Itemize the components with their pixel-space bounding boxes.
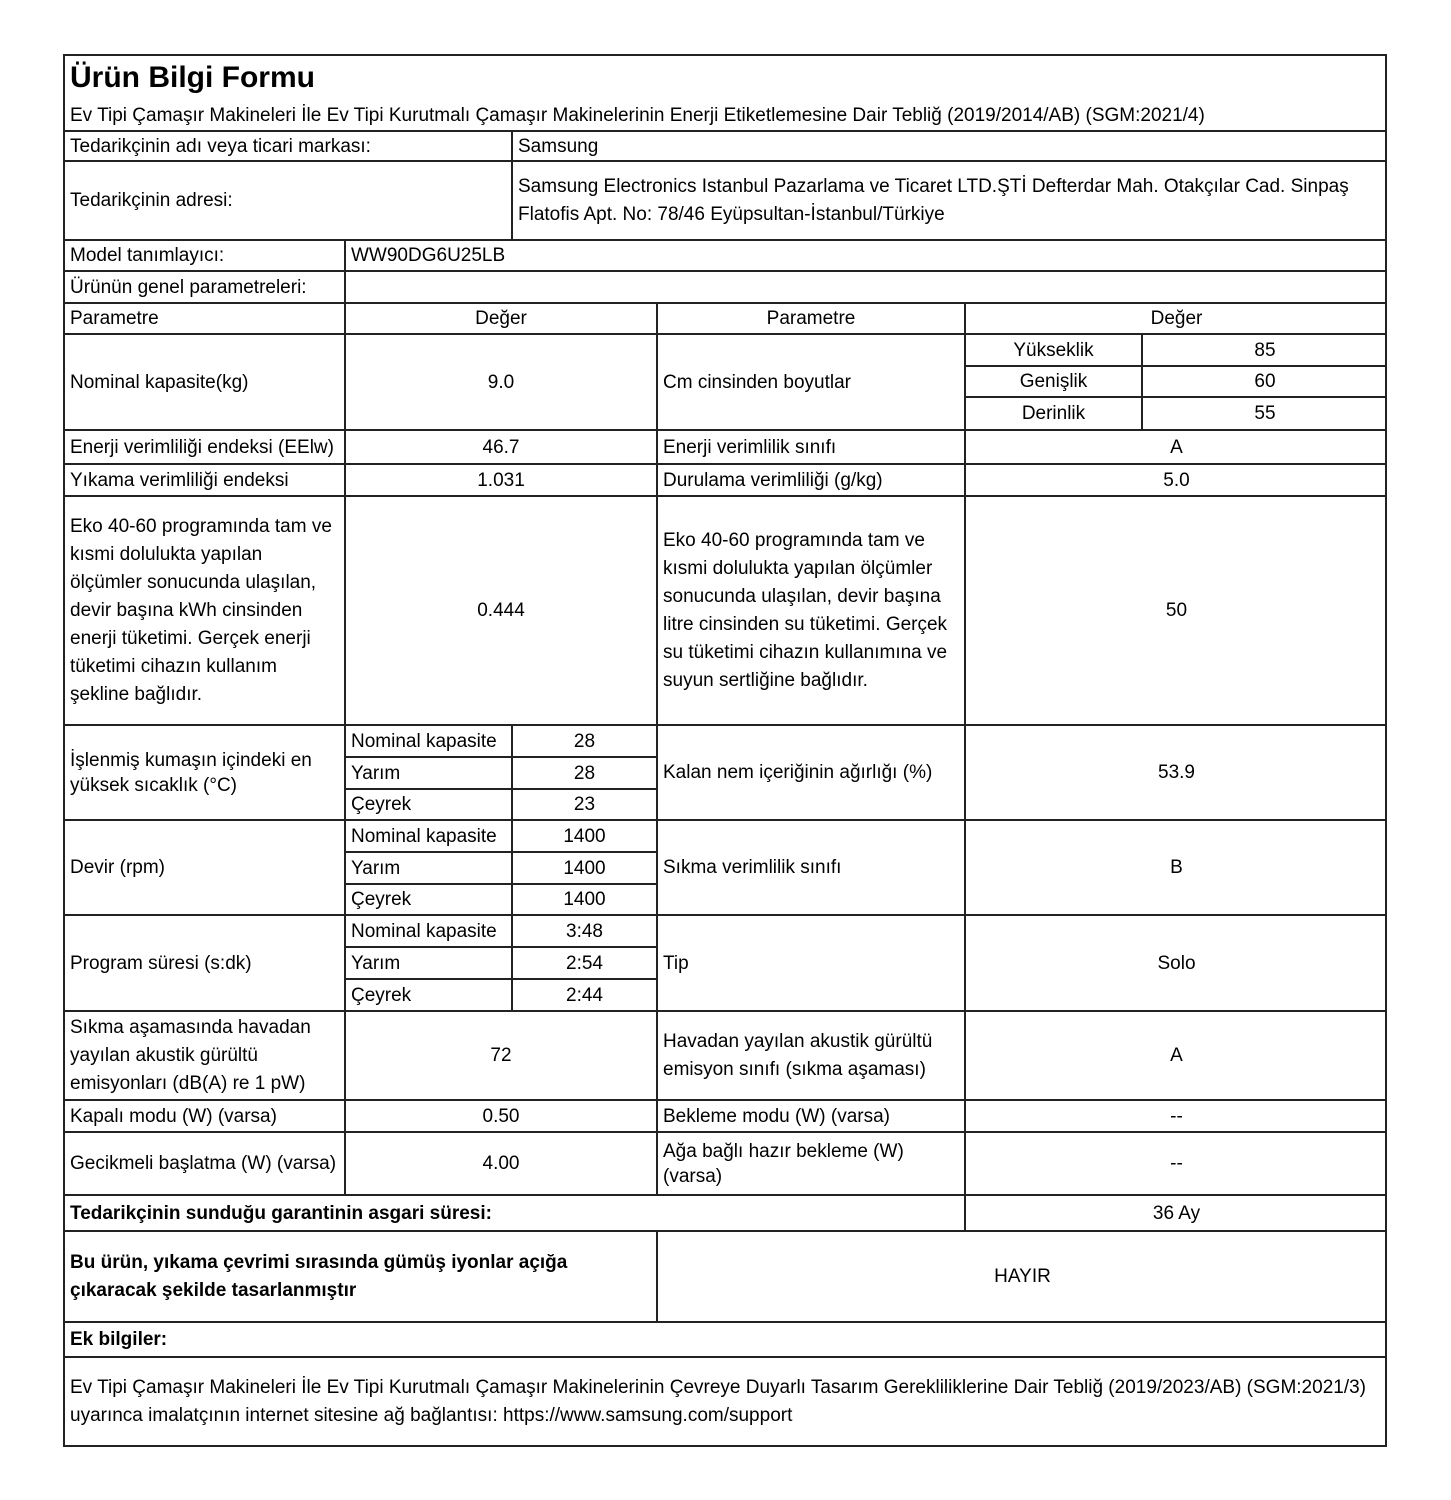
max-temp-sub-label: Nominal kapasite — [351, 730, 497, 752]
dimensions-label: Cm cinsinden boyutlar — [663, 371, 851, 393]
dimension-height-label: Yükseklik — [1013, 339, 1094, 361]
dimension-width-label: Genişlik — [1019, 371, 1088, 392]
silver-ions-value: HAYIR — [994, 1266, 1051, 1287]
off-mode-label: Kapalı modu (W) (varsa) — [70, 1105, 277, 1127]
regulation-text: Ev Tipi Çamaşır Makineleri İle Ev Tipi Kurutmalı Çamaşır Makinelerinin Enerji Etiketlemesine Dair Tebliğ (2019/2014/AB) (SGM:2021/4) — [70, 104, 1205, 126]
energy-class-label: Enerji verimlilik sınıfı — [663, 436, 837, 458]
program-duration-sub-label: Yarım — [351, 952, 401, 974]
spin-speed-sub-label: Yarım — [351, 857, 401, 879]
network-standby-value: -- — [1170, 1153, 1183, 1174]
supplier-address-value: Samsung Electronics Istanbul Pazarlama ve Ticaret LTD.ŞTİ Defterdar Mah. Otakçılar Cad. Sinpaş Flatofis Apt. No: 78/46 Eyüpsultan-İstanbul/Türkiye — [518, 175, 1349, 225]
supplier-name-label: Tedarikçinin adı veya ticari markası: — [70, 135, 371, 157]
rinsing-label: Durulama verimliliği (g/kg) — [663, 469, 883, 491]
type-value: Solo — [1157, 952, 1196, 974]
network-standby-label: Ağa bağlı hazır bekleme (W) (varsa) — [663, 1140, 904, 1187]
program-duration-sub-label: Nominal kapasite — [351, 920, 497, 942]
max-temp-label: İşlenmiş kumaşın içindeki en yüksek sıcaklık (°C) — [70, 749, 312, 796]
noise-class-label: Havadan yayılan akustik gürültü emisyon sınıfı (sıkma aşaması) — [663, 1030, 933, 1080]
type-label: Tip — [663, 952, 689, 974]
program-duration-sub-value: 2:44 — [566, 984, 603, 1006]
water-consumption-label: Eko 40-60 programında tam ve kısmi dolulukta yapılan ölçümler sonucunda ulaşılan, devir başına litre cinsinden su tüketimi. Gerçek su tüketimi cihazın kullanımına ve suyun sertliğine bağlıdır. — [663, 529, 948, 691]
dimension-height-value: 85 — [1254, 339, 1276, 361]
energy-consumption-value: 0.444 — [477, 600, 525, 621]
program-duration-sub-label: Çeyrek — [351, 984, 412, 1006]
spin-speed-sub-label: Çeyrek — [351, 889, 412, 910]
max-temp-sub-value: 23 — [573, 794, 596, 815]
warranty-value: 36 Ay — [1152, 1202, 1201, 1224]
noise-class-value: A — [1170, 1045, 1183, 1066]
water-consumption-value: 50 — [1165, 600, 1188, 621]
standby-label: Bekleme modu (W) (varsa) — [663, 1105, 890, 1127]
general-params-label: Ürünün genel parametreleri: — [70, 276, 307, 298]
spin-speed-label: Devir (rpm) — [70, 857, 165, 878]
header-param-right: Parametre — [766, 308, 856, 329]
noise-label: Sıkma aşamasında havadan yayılan akustik gürültü emisyonları (dB(A) re 1 pW) — [70, 1016, 311, 1094]
program-duration-sub-value: 3:48 — [566, 920, 603, 942]
dimension-depth-value: 55 — [1254, 403, 1276, 424]
max-temp-sub-label: Yarım — [351, 762, 401, 784]
header-value-left: Değer — [475, 308, 527, 329]
header-param-left: Parametre — [70, 308, 159, 329]
spin-class-label: Sıkma verimlilik sınıfı — [663, 857, 842, 878]
spin-class-value: B — [1170, 857, 1183, 878]
header-value-right: Değer — [1150, 308, 1203, 329]
program-duration-label: Program süresi (s:dk) — [70, 952, 252, 974]
dimension-depth-label: Derinlik — [1021, 403, 1086, 424]
rinsing-value: 5.0 — [1163, 469, 1190, 491]
page-title: Ürün Bilgi Formu — [70, 61, 315, 94]
max-temp-sub-label: Çeyrek — [351, 794, 412, 815]
program-duration-sub-value: 2:54 — [566, 952, 603, 974]
off-mode-value: 0.50 — [482, 1105, 520, 1127]
moisture-label: Kalan nem içeriğinin ağırlığı (%) — [663, 762, 933, 783]
product-info-sheet — [63, 54, 1387, 1447]
standby-value: -- — [1170, 1105, 1183, 1127]
capacity-label: Nominal kapasite(kg) — [70, 371, 249, 393]
supplier-address-label: Tedarikçinin adresi: — [70, 190, 233, 211]
capacity-value: 9.0 — [487, 371, 515, 393]
supplier-name-value: Samsung — [518, 135, 599, 157]
energy-consumption-label: Eko 40-60 programında tam ve kısmi dolulukta yapılan ölçümler sonucunda ulaşılan, devir başına kWh cinsinden enerji tüketimi. Gerçek enerji tüketimi cihazın kullanım şekline bağlıdır. — [70, 515, 332, 705]
spin-speed-sub-label: Nominal kapasite — [351, 825, 497, 847]
silver-ions-label: Bu ürün, yıkama çevrimi sırasında gümüş iyonlar açığa çıkaracak şekilde tasarlanmıştır — [70, 1251, 568, 1301]
washing-index-value: 1.031 — [477, 469, 525, 491]
model-label: Model tanımlayıcı: — [70, 245, 225, 266]
spin-speed-sub-value: 1400 — [563, 825, 606, 847]
additional-info-label: Ek bilgiler: — [70, 1329, 168, 1350]
noise-value: 72 — [490, 1045, 512, 1066]
max-temp-sub-value: 28 — [573, 762, 596, 784]
additional-info-text: Ev Tipi Çamaşır Makineleri İle Ev Tipi Kurutmalı Çamaşır Makinelerinin Çevreye Duyarlı Tasarım Gerekliliklerine Dair Tebliğ (2019/2023/AB) (SGM:2021/3) uyarınca imalatçının internet sitesine ağ bağlantısı: https://www.samsung.com/support — [70, 1376, 1366, 1426]
spin-speed-sub-value: 1400 — [563, 889, 606, 910]
eei-label: Enerji verimliliği endeksi (EElw) — [70, 436, 334, 458]
spin-speed-sub-value: 1400 — [563, 857, 606, 879]
moisture-value: 53.9 — [1158, 762, 1195, 783]
warranty-label: Tedarikçinin sunduğu garantinin asgari süresi: — [70, 1202, 492, 1224]
washing-index-label: Yıkama verimliliği endeksi — [70, 469, 289, 491]
delay-start-value: 4.00 — [482, 1153, 520, 1174]
model-value: WW90DG6U25LB — [351, 245, 506, 266]
eei-value: 46.7 — [482, 436, 520, 458]
max-temp-sub-value: 28 — [573, 730, 596, 752]
energy-class-value: A — [1170, 436, 1183, 458]
delay-start-label: Gecikmeli başlatma (W) (varsa) — [70, 1153, 337, 1174]
dimension-width-value: 60 — [1254, 371, 1276, 392]
